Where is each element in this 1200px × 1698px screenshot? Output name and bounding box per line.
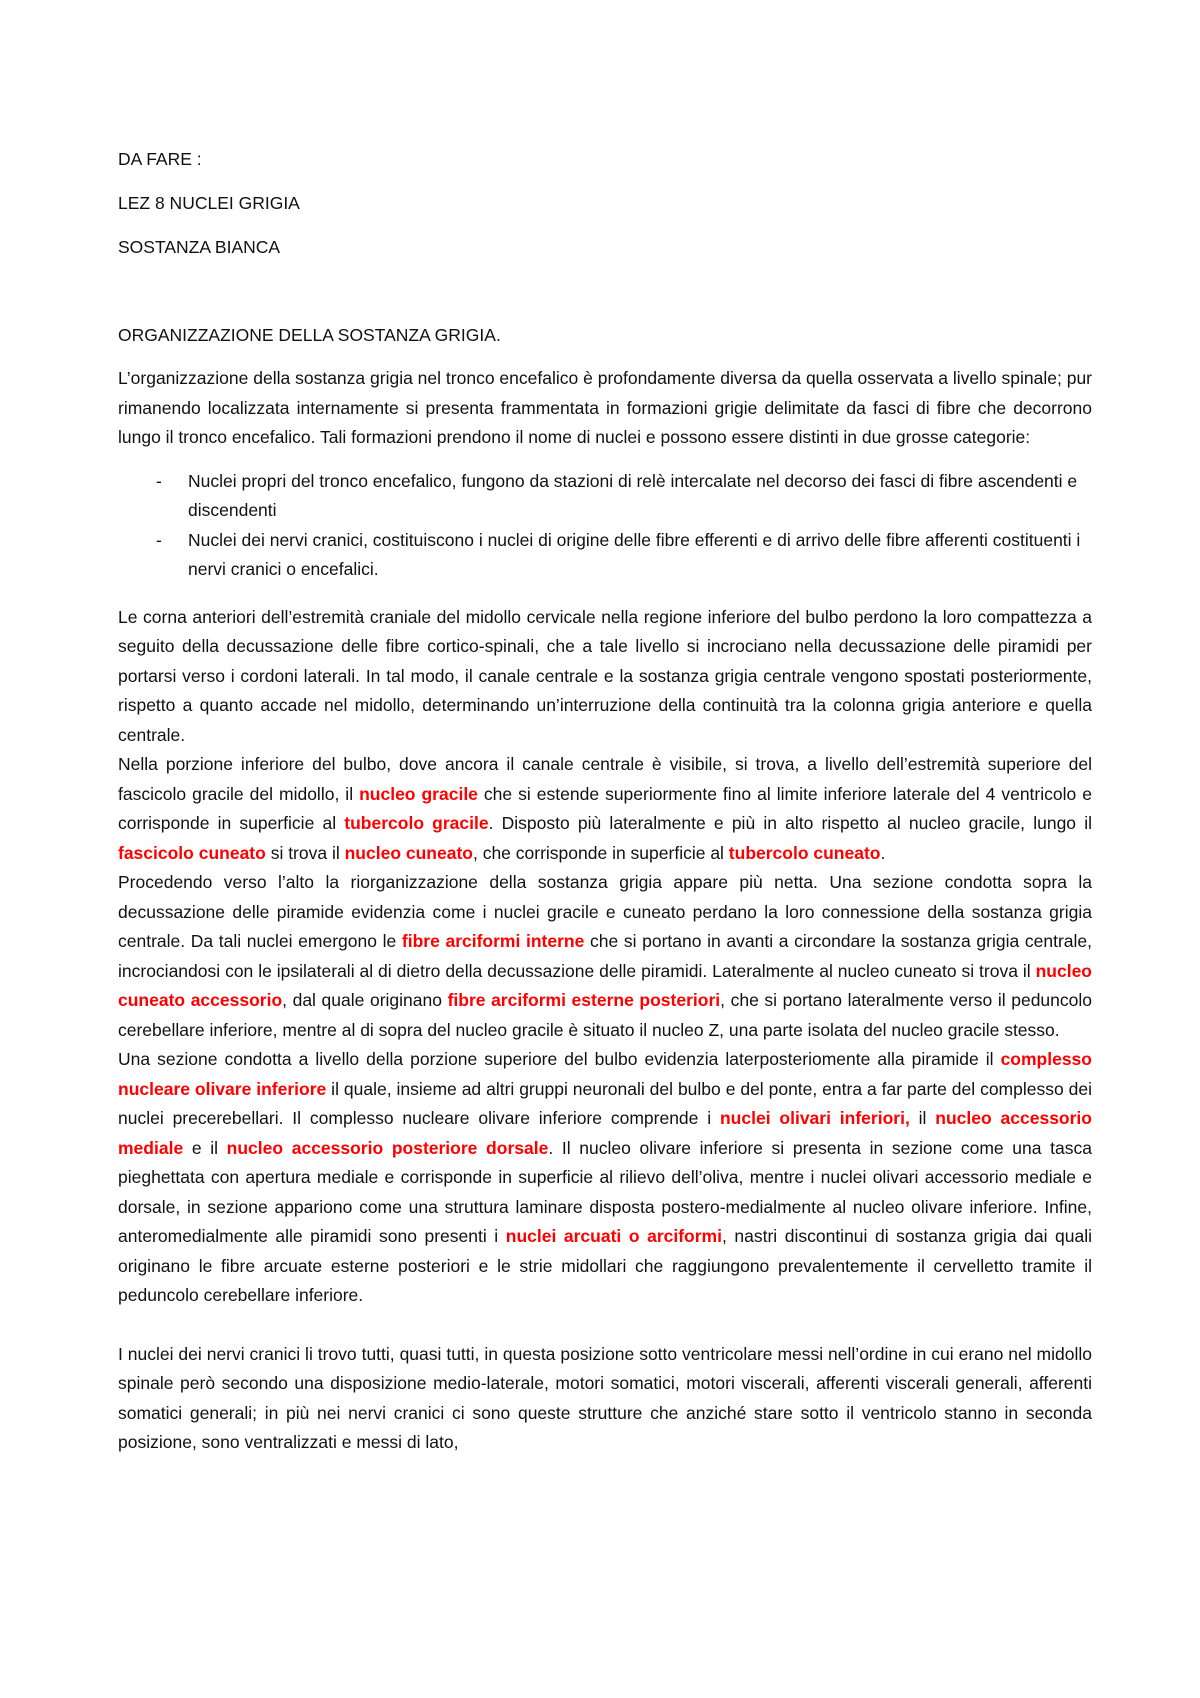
paragraph-arciform-fibers — [118, 868, 1092, 1045]
highlight-term: nuclei olivari inferiori, — [719, 1108, 910, 1128]
text-run: , dal quale originano — [282, 990, 448, 1010]
highlight-term: nucleo accessorio mediale — [118, 1108, 1092, 1158]
highlight-term: nucleo cuneato — [344, 842, 473, 863]
paragraph-cervical: Le corna anteriori dell’estremità craniale del midollo cervicale nella regione inferiore del bulbo perdono la loro compattezza a seguito della decussazione delle fibre cortico-spinali, che a tale livello si incrociano nella decussazione delle piramidi per portarsi verso i cordoni laterali. In tal modo, il canale centrale e la sostanza grigia centrale vengono spostati posteriormente, rispetto a quanto accade nel midollo, determinando un’interruzione della continuità tra la colonna grigia anteriore e quella centrale. — [118, 606, 1092, 745]
paragraph-olivary-complex — [118, 1045, 1092, 1311]
list-item — [118, 526, 1092, 585]
text-run: Una sezione condotta a livello della porzione superiore del bulbo evidenzia laterposteriomente alla piramide il — [118, 1049, 1001, 1069]
todo-item-lesson: LEZ 8 NUCLEI GRIGIA — [118, 193, 300, 213]
highlight-term: nucleo gracile — [359, 783, 478, 804]
highlight-term: nuclei arcuati o arciformi — [505, 1226, 722, 1246]
todo-heading: DA FARE : — [118, 149, 202, 169]
list-item-text: Nuclei propri del tronco encefalico, fungono da stazioni di relè intercalate nel decorso dei fasci di fibre ascendenti e discendenti — [188, 470, 1078, 520]
highlight-term: nucleo cuneato accessorio — [118, 960, 1092, 1010]
list-item-text: Nuclei dei nervi cranici, costituiscono i nuclei di origine delle fibre efferenti e di arrivo delle fibre afferenti costituenti i nervi cranici o encefalici. — [188, 529, 1081, 579]
text-run: . Disposto più lateralmente e più in alto rispetto al nucleo gracile, lungo il — [488, 813, 1092, 833]
highlight-term: complesso nucleare olivare inferiore — [118, 1049, 1092, 1099]
highlight-term: tubercolo gracile — [344, 813, 489, 833]
paragraph-cranial-nerves: I nuclei dei nervi cranici li trovo tutti, quasi tutti, in questa posizione sotto ventricolare messi nell’ordine in cui erano nel midollo spinale però secondo una disposizione medio-laterale, motori somatici, motori viscerali, afferenti viscerali generali, afferenti somatici generali; in più nei nervi cranici ci sono queste strutture che anziché stare sotto il ventricolo stanno in seconda posizione, sono ventralizzati e messi di lato, — [118, 1343, 1092, 1452]
section-title: ORGANIZZAZIONE DELLA SOSTANZA GRIGIA. — [118, 325, 501, 345]
paragraph-gracile-cuneate — [118, 750, 1092, 868]
text-run: Procedendo verso l’alto la riorganizzazione della sostanza grigia appare più netta. Una sezione condotta sopra la decussazione delle piramide evidenzia come i nuclei gracile e cuneato perdano la loro connessione della sostanza grigia centrale. Da tali nuclei emergono le — [118, 872, 1092, 951]
highlight-term: nucleo accessorio posteriore dorsale — [226, 1137, 549, 1158]
text-run: il quale, insieme ad altri gruppi neuronali del bulbo e del ponte, entra a far parte del complesso dei nuclei precerebellari. Il complesso nucleare olivare inferiore comprende i — [118, 1078, 1092, 1128]
text-run: , nastri discontinui di sostanza grigia dai quali originano le fibre arcuate esterne posteriori e le strie midollari che raggiungono prevalentemente il cervelletto tramite il peduncolo cerebellare inferiore. — [118, 1226, 1092, 1305]
text-run: Nella porzione inferiore del bulbo, dove ancora il canale centrale è visibile, si trova, a livello dell’estremità superiore del fascicolo gracile del midollo, il — [118, 754, 1092, 804]
text-run: che si portano in avanti a circondare la sostanza grigia centrale, incrociandosi con le ipsilaterali al di dietro della decussazione delle piramidi. Lateralmente al nucleo cuneato si trova il — [118, 931, 1092, 981]
text-run: , che corrisponde in superficie al — [472, 842, 729, 863]
highlight-term: tubercolo cuneato — [728, 842, 881, 863]
categories-list — [118, 467, 1092, 585]
text-run: , che si portano lateralmente verso il peduncolo cerebellare inferiore, mentre al di sopra del nucleo gracile è situato il nucleo Z, una parte isolata del nucleo gracile stesso. — [118, 990, 1092, 1040]
text-run: . Il nucleo olivare inferiore si presenta in sezione come una tasca pieghettata con apertura mediale e corrisponde in superficie al rilievo dell’oliva, mentre i nuclei olivari accessorio mediale e dorsale, in sezione appariono come una struttura laminare disposta postero-medialmente al nucleo olivare inferiore. Infine, anteromedialmente alle piramidi sono presenti i — [118, 1137, 1092, 1246]
list-bullet: - — [156, 470, 162, 491]
text-run: si trova il — [265, 842, 345, 863]
text-run: . — [880, 842, 886, 863]
highlight-term: fibre arciformi interne — [401, 931, 585, 951]
intro-paragraph: L’organizzazione della sostanza grigia nel tronco encefalico è profondamente diversa da quella osservata a livello spinale; pur rimanendo localizzata internamente si presenta frammentata in formazioni grigie delimitate da fasci di fibre che decorrono lungo il tronco encefalico. Tali formazioni prendono il nome di nuclei e possono essere distinti in due grosse categorie: — [118, 368, 1092, 447]
highlight-term: fibre arciformi esterne posteriori — [447, 990, 721, 1010]
list-item — [118, 467, 1092, 526]
list-bullet: - — [156, 529, 162, 550]
highlight-term: fascicolo cuneato — [118, 842, 266, 863]
text-run: il — [909, 1108, 936, 1128]
todo-item-white-matter: SOSTANZA BIANCA — [118, 237, 281, 257]
text-run: e il — [183, 1137, 227, 1158]
text-run: che si estende superiormente fino al limite inferiore laterale del 4 ventricolo e corrisponde in superficie al — [118, 783, 1092, 833]
